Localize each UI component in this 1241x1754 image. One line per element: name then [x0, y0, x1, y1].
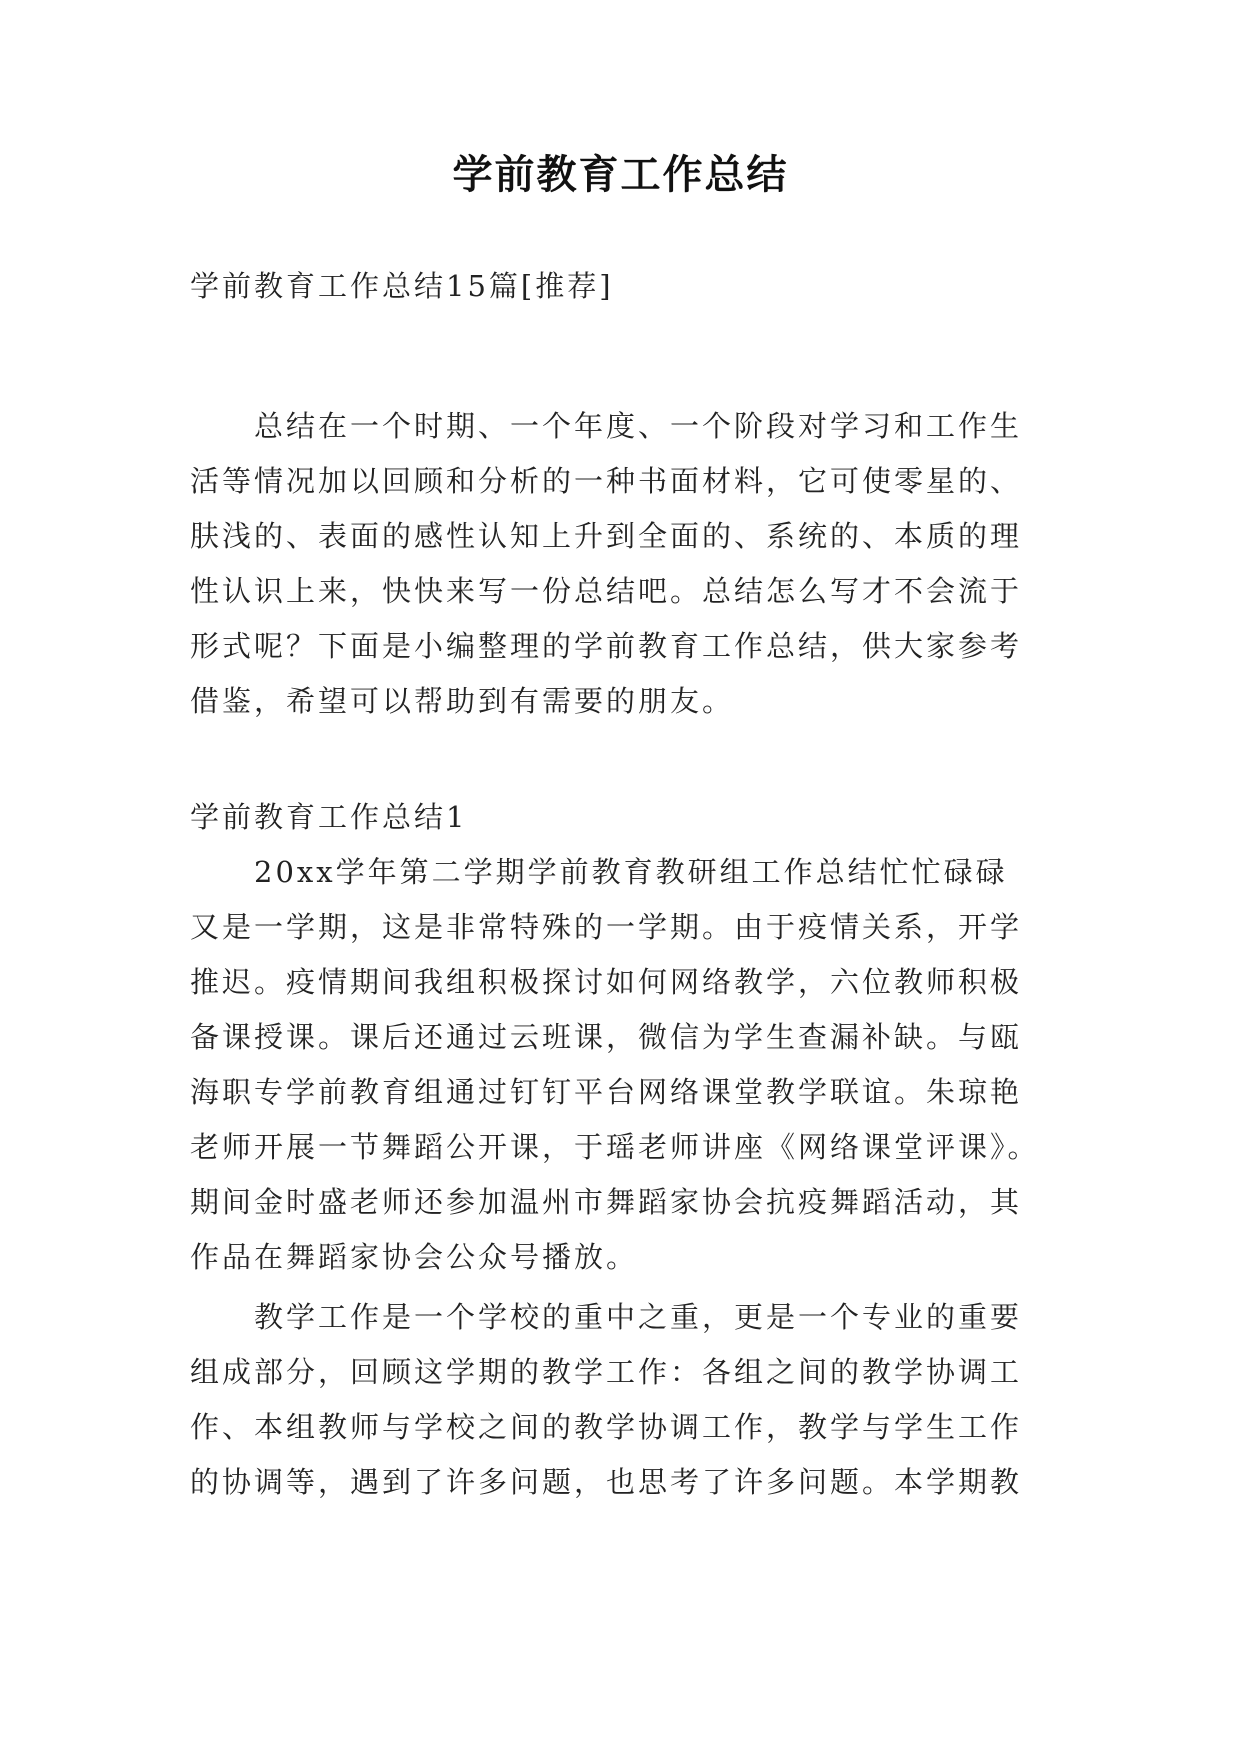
intro-line: 性认识上来，快快来写一份总结吧。总结怎么写才不会流于: [190, 574, 1023, 608]
intro-line: 肤浅的、表面的感性认知上升到全面的、系统的、本质的理: [190, 519, 1023, 553]
section-heading: 学前教育工作总结1: [190, 800, 468, 834]
paragraph-line: 组成部分，回顾这学期的教学工作：各组之间的教学协调工: [190, 1355, 1023, 1389]
paragraph-line: 期间金时盛老师还参加温州市舞蹈家协会抗疫舞蹈活动，其: [190, 1185, 1023, 1219]
document-title: 学前教育工作总结: [452, 151, 789, 198]
paragraph-line: 的协调等，遇到了许多问题，也思考了许多问题。本学期教: [190, 1465, 1023, 1499]
paragraph-line: 海职专学前教育组通过钉钉平台网络课堂教学联谊。朱琼艳: [190, 1075, 1023, 1109]
paragraph-line: 备课授课。课后还通过云班课，微信为学生查漏补缺。与瓯: [190, 1020, 1023, 1054]
paragraph-line: 作品在舞蹈家协会公众号播放。: [190, 1240, 639, 1274]
paragraph-line: 又是一学期，这是非常特殊的一学期。由于疫情关系，开学: [190, 910, 1023, 944]
intro-line: 活等情况加以回顾和分析的一种书面材料，它可使零星的、: [190, 464, 1023, 498]
intro-line: 借鉴，希望可以帮助到有需要的朋友。: [190, 684, 735, 718]
paragraph-line: 教学工作是一个学校的重中之重，更是一个专业的重要: [254, 1300, 1023, 1334]
paragraph-line: 20xx学年第二学期学前教育教研组工作总结忙忙碌碌: [254, 855, 1008, 889]
intro-line: 形式呢？下面是小编整理的学前教育工作总结，供大家参考: [190, 629, 1023, 663]
paragraph-line: 推迟。疫情期间我组积极探讨如何网络教学，六位教师积极: [190, 965, 1023, 999]
intro-line: 总结在一个时期、一个年度、一个阶段对学习和工作生: [254, 409, 1023, 443]
paragraph-line: 老师开展一节舞蹈公开课，于瑶老师讲座《网络课堂评课》。: [190, 1130, 1040, 1164]
paragraph-line: 作、本组教师与学校之间的教学协调工作，教学与学生工作: [190, 1410, 1023, 1444]
document-subtitle: 学前教育工作总结15篇[推荐]: [190, 269, 614, 303]
